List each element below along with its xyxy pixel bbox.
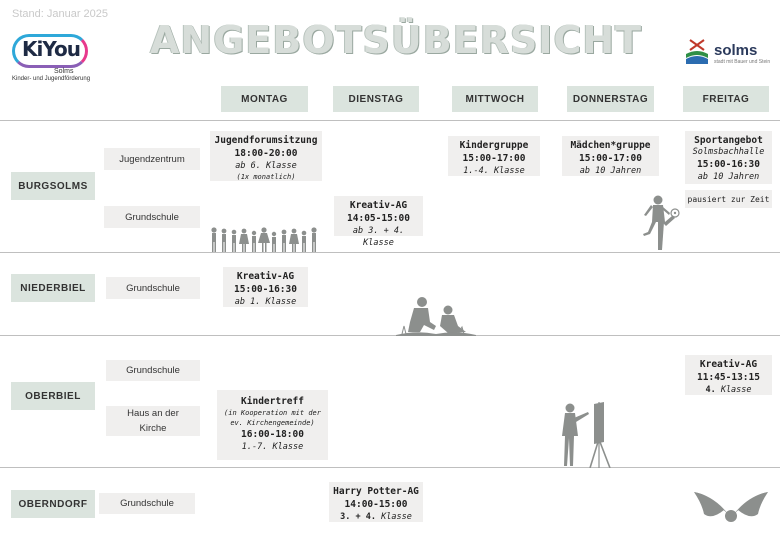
offer-name: Kindergruppe — [459, 140, 529, 151]
offer-time: 15:00-17:00 — [579, 153, 642, 164]
offer-time: 15:00-16:30 — [697, 159, 760, 170]
offer-card-kreativ-ag — [223, 267, 308, 307]
offer-card-kindertreff — [217, 390, 328, 460]
day-header-friday: FREITAG — [683, 86, 769, 112]
status-badge-pausiert: pausiert zur Zeit — [685, 190, 772, 208]
offer-time: 14:05-15:00 — [347, 213, 410, 224]
location-burgsolms: BURGSOLMS — [11, 172, 95, 200]
institution-jugendzentrum: Jugendzentrum — [104, 148, 200, 170]
row-divider — [0, 467, 780, 468]
offer-group: ab 6. Klasse — [235, 161, 297, 171]
offer-name: Harry Potter-AG — [333, 486, 419, 497]
offer-time: 14:00-15:00 — [344, 499, 408, 510]
day-header-thursday: DONNERSTAG — [567, 86, 654, 112]
row-divider — [0, 335, 780, 336]
offer-name: Mädchen*gruppe — [570, 140, 651, 151]
stand-date: Stand: Januar 2025 — [12, 8, 109, 20]
page-title: ANGEBOTSÜBERSICHT — [150, 18, 643, 62]
offer-time: 11:45-13:15 — [697, 372, 760, 383]
offer-time: 18:00-20:00 — [234, 148, 298, 159]
solms-logo — [684, 38, 774, 70]
offer-name: Kreativ-AG — [236, 271, 295, 282]
row-divider — [0, 252, 780, 253]
day-header-tuesday: DIENSTAG — [333, 86, 419, 112]
offer-group: 1.-7. Klasse — [241, 442, 304, 452]
offer-group-label: Klasse — [376, 512, 412, 522]
institution-haus-an-der-kirche: Haus an der Kirche — [106, 406, 200, 436]
institution-grundschule: Grundschule — [104, 206, 200, 228]
offer-name: Kindertreff — [241, 396, 304, 407]
offer-name: Kreativ-AG — [349, 200, 408, 211]
kiyou-logo-name: KiYou — [22, 37, 80, 61]
offer-card-harry-potter-ag — [329, 482, 423, 522]
solms-crest-icon — [684, 38, 710, 66]
offer-card-maedchengruppe — [562, 136, 659, 176]
location-niederbiel: NIEDERBIEL — [11, 274, 95, 302]
offer-time: 15:00-17:00 — [462, 153, 526, 164]
offer-place: Solmsbachhalle — [692, 147, 765, 157]
kiyou-logo-sub: Solms — [54, 68, 74, 75]
offer-group: 1.-4. Klasse — [463, 166, 525, 176]
day-header-wednesday: MITTWOCH — [452, 86, 538, 112]
children-playing-silhouette-icon — [396, 296, 476, 336]
offer-group-number: 3. + 4. — [340, 512, 376, 522]
offer-name: Sportangebot — [694, 135, 763, 146]
football-player-silhouette-icon — [638, 194, 682, 252]
offer-time: 15:00-16:30 — [234, 284, 297, 295]
institution-grundschule: Grundschule — [99, 493, 195, 514]
golden-snitch-silhouette-icon — [694, 490, 768, 530]
offer-cooperation: (in Kooperation mit der ev. Kirchengemeinde) — [224, 409, 321, 427]
offer-group-number: 4. — [705, 385, 716, 395]
offer-time: 16:00-18:00 — [241, 429, 304, 440]
offer-card-sportangebot — [685, 131, 772, 184]
offer-group: ab 10 Jahren — [697, 172, 760, 182]
kiyou-logo — [12, 34, 94, 84]
day-header-monday: MONTAG — [221, 86, 308, 112]
offer-name: Jugendforumsitzung — [214, 135, 318, 146]
offer-group — [687, 384, 770, 396]
offer-group: ab 1. Klasse — [234, 297, 297, 307]
location-oberndorf: OBERNDORF — [11, 490, 95, 518]
institution-grundschule: Grundschule — [106, 277, 200, 299]
offer-card-kreativ-ag — [685, 355, 772, 395]
institution-grundschule: Grundschule — [106, 360, 200, 381]
offer-group: ab 3. + 4. Klasse — [352, 226, 405, 248]
solms-logo-tagline: stadt mit Bauer und Stein — [714, 59, 771, 65]
offer-card-kreativ-ag — [334, 196, 423, 248]
solms-logo-name: solms — [714, 42, 758, 59]
offer-card-jugendforumsitzung — [210, 131, 322, 181]
children-row-silhouette-icon — [210, 226, 322, 252]
offer-frequency: (1x monatlich) — [236, 173, 296, 181]
row-divider — [0, 120, 780, 121]
offer-group: ab 10 Jahren — [579, 166, 642, 176]
painter-easel-silhouette-icon — [560, 402, 614, 468]
offer-group-label: Klasse — [715, 385, 752, 395]
offer-name: Kreativ-AG — [699, 359, 758, 370]
location-oberbiel: OBERBIEL — [11, 382, 95, 410]
kiyou-logo-tagline: Kinder- und Jugendförderung — [12, 76, 91, 82]
offer-card-kindergruppe — [448, 136, 540, 176]
offer-group — [331, 511, 421, 523]
